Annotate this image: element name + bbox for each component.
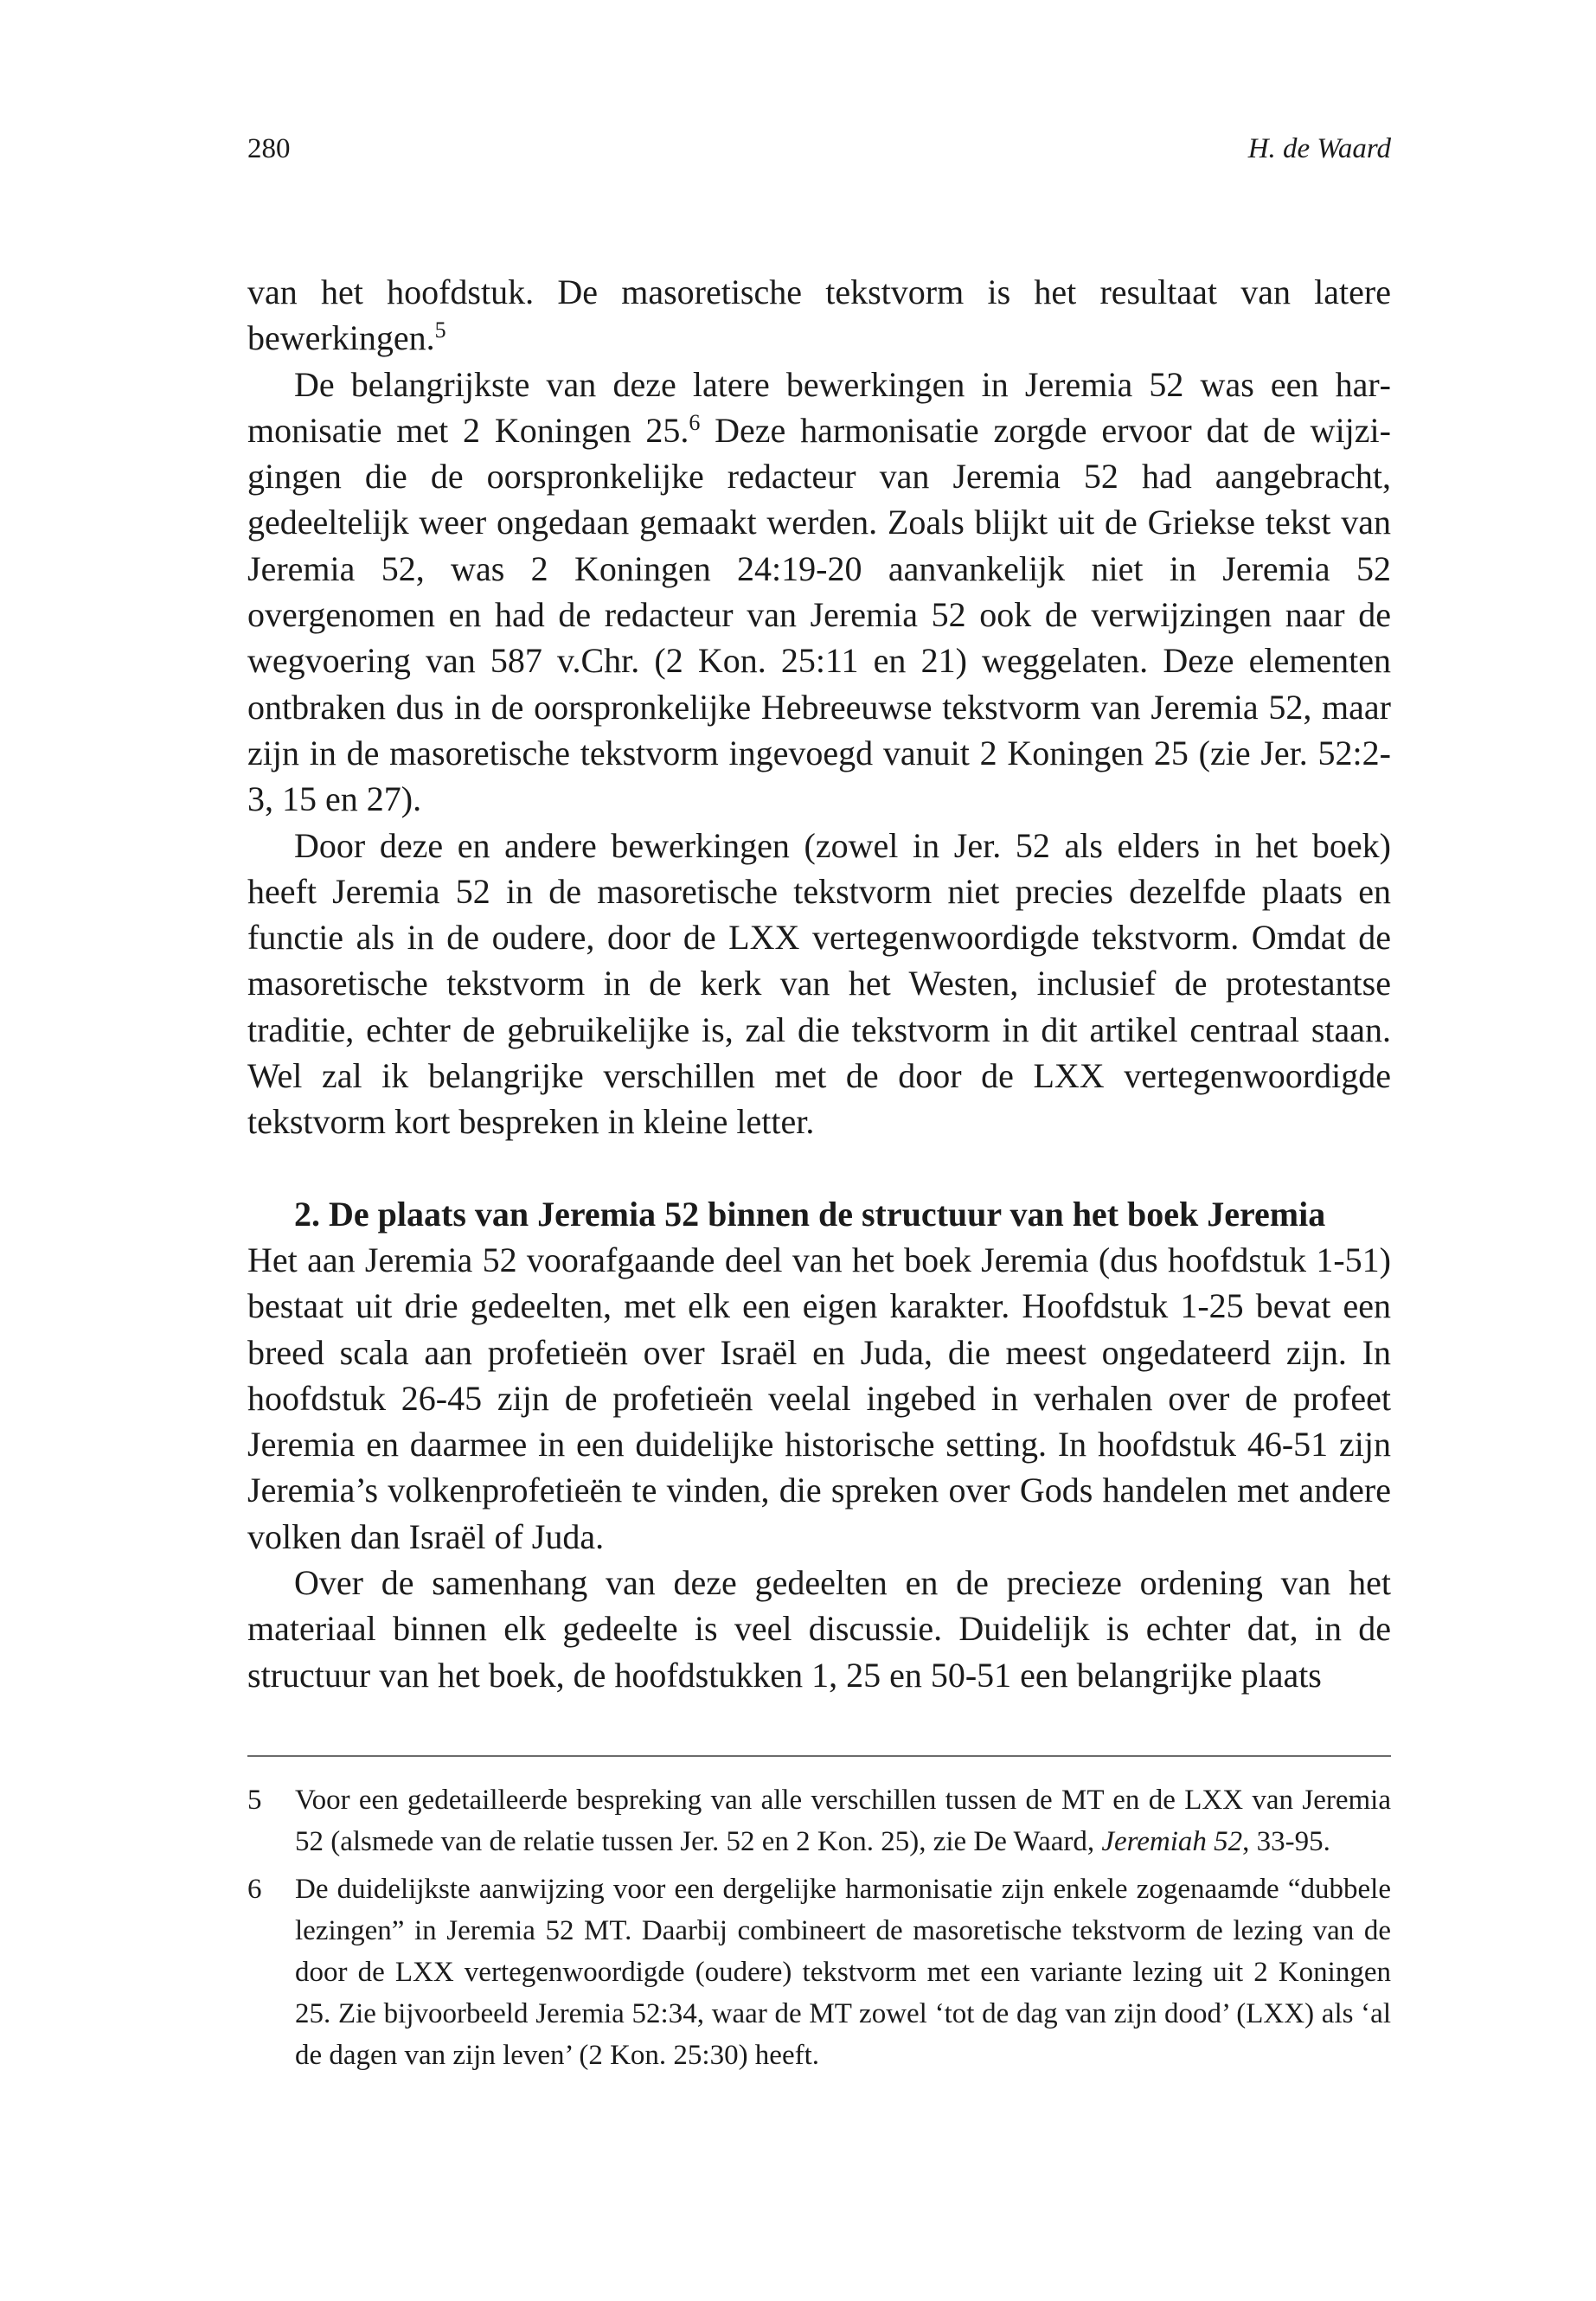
section-heading: 2. De plaats van Jeremia 52 binnen de structuur van het boek Jeremia — [294, 1194, 1326, 1234]
footnote-6 — [247, 1868, 1391, 2076]
footnote-number: 6 — [247, 1873, 262, 1905]
paragraph-4: Het aan Jeremia 52 voorafgaande deel van het boek Jeremia (dus hoofdstuk 1-51) bestaat uit drie gedeelten, met elk een eigen karakter. Hoofdstuk 1-25 bevat een breed scala aan profetieën over Israël en Juda, die meest ongedateerd zijn. In hoofdstuk 26-45 zijn de profetieën veelal ingebed in verhalen over de profeet Jeremia en daarmee in een duidelijke historische setting. In hoofdstuk 46-51 zijn Jeremia’s volkenprofetieën te vinden, die spreken over Gods handelen met andere volken dan Israël of Juda. — [247, 1240, 1391, 1556]
running-head — [247, 130, 1391, 168]
footnote-text — [295, 1779, 1391, 1862]
footnote-text-part: , 33-95. — [1242, 1825, 1330, 1857]
footnotes — [247, 1779, 1391, 2076]
paragraph-2 — [247, 362, 1391, 823]
book-page — [247, 130, 1391, 2082]
footnote-ref-5[interactable]: 5 — [434, 317, 446, 343]
main-text — [247, 269, 1391, 1698]
footnote-ref-6[interactable]: 6 — [689, 409, 701, 435]
paragraph-1 — [247, 269, 1391, 362]
paragraph-2-text-a: De belangrijkste van deze latere bewerkingen in Jeremia 52 was een harmonisatie met 2 Koningen 25. — [247, 364, 1391, 450]
footnote-5 — [247, 1779, 1391, 1862]
paragraph-1-text: van het hoofdstuk. De masoretische tekstvorm is het resultaat van latere bewerkingen. — [247, 272, 1391, 358]
footnote-number: 5 — [247, 1784, 262, 1816]
page-number: 280 — [247, 133, 291, 164]
paragraph-3: Door deze en andere bewerkingen (zowel in Jer. 52 als elders in het boek) heeft Jeremia 52 in de masoretische tekstvorm niet precies dezelfde plaats en functie als in de oudere, door de LXX vertegenwoordigde tekstvorm. Omdat de masoretische tekstvorm in de kerk van het Westen, inclusief de protestantse traditie, echter de gebruikelijke is, zal die tekstvorm in dit artikel centraal staan. Wel zal ik belangrijke verschillen met de door de LXX vertegenwoordigde tekstvorm kort bespreken in kleine letter. — [247, 825, 1391, 1142]
footnote-divider — [247, 1755, 1391, 1757]
footnote-text-part: Voor een gedetailleerde bespreking van alle verschillen tussen de MT en de LXX van Jeremia 52 (alsmede van de relatie tussen Jer. 52 en 2 Kon. 25), zie De Waard, — [295, 1784, 1391, 1857]
paragraph-2-text-b: Deze harmonisatie zorgde ervoor dat de wijzigingen die de oorspronkelijke redacteur van Jeremia 52 had aangebracht, gedeeltelijk weer ongedaan gemaakt werden. Zoals blijkt uit de Griekse tekst van Jeremia 52, was 2 Koningen 24:19-20 aanvankelijk niet in Jeremia 52 overgenomen en had de redacteur van Jeremia 52 ook de verwijzingen naar de wegvoering van 587 v.Chr. (2 Kon. 25:11 en 21) weggelaten. Deze elementen ontbraken dus in de oorspronkelijke Hebreeuwse tekstvorm van Jeremia 52, maar zijn in de masoretische tekstvorm ingevoegd vanuit 2 Koningen 25 (zie Jer. 52:2-3, 15 en 27). — [247, 410, 1391, 819]
footnote-italic-title: Jeremiah 52 — [1101, 1825, 1243, 1857]
paragraph-5: Over de samenhang van deze gedeelten en de precieze ordening van het materiaal binnen elk gedeelte is veel discussie. Duidelijk is echter dat, in de structuur van het boek, de hoofdstukken 1, 25 en 50-51 een belangrijke plaats — [247, 1563, 1391, 1695]
running-head-author: H. de Waard — [1247, 133, 1391, 164]
footnote-text: De duidelijkste aanwijzing voor een dergelijke harmonisatie zijn enkele zogenaamde “dubbele lezingen” in Jeremia 52 MT. Daarbij combineert de masoretische tekstvorm de lezing van de door de LXX vertegenwoordigde (oudere) tekstvorm met een variante lezing uit 2 Koningen 25. Zie bijvoorbeeld Jeremia 52:34, waar de MT zowel ‘tot de dag van zijn dood’ (LXX) als ‘al de dagen van zijn leven’ (2 Kon. 25:30) heeft. — [295, 1873, 1391, 2071]
